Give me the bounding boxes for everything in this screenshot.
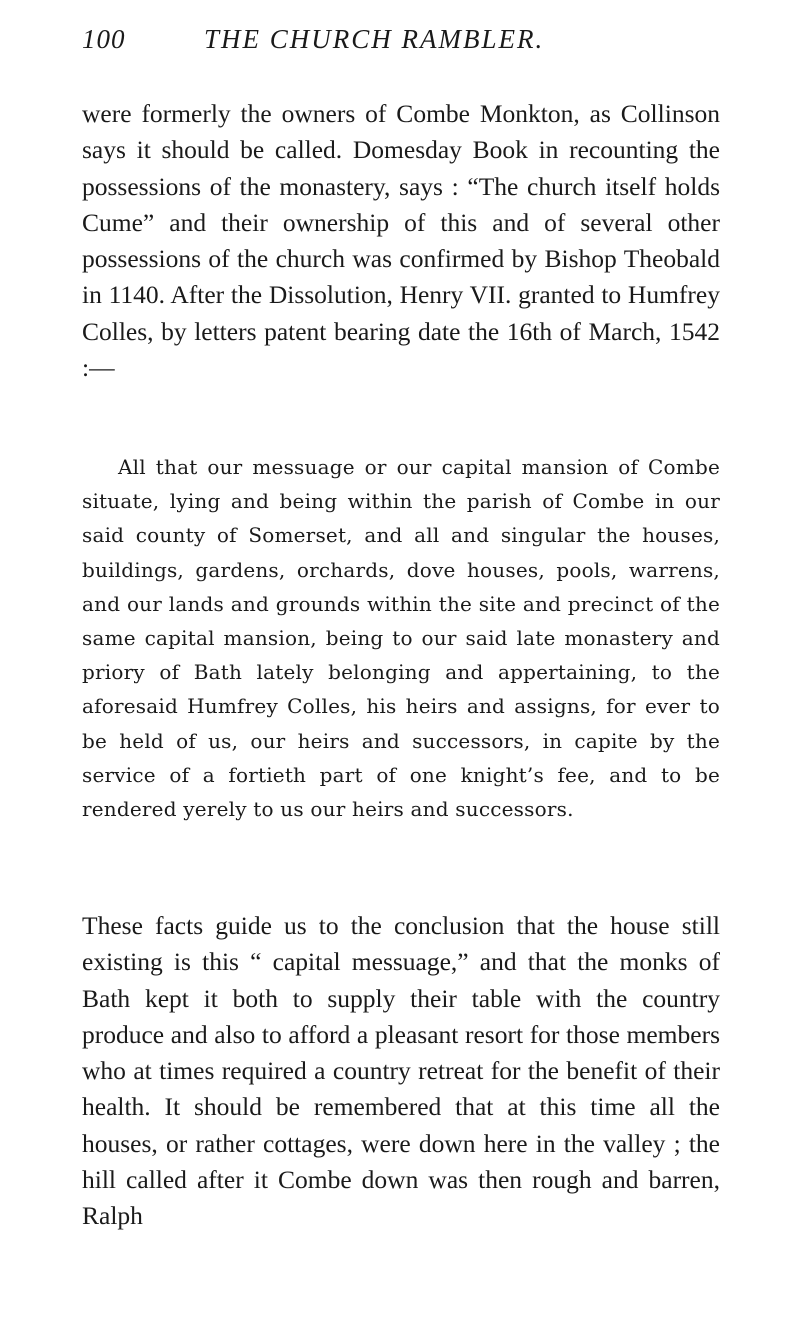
running-title: THE CHURCH RAMBLER.	[204, 24, 545, 54]
running-head	[82, 22, 720, 62]
quoted-grant: All that our messuage or our capital mansion of Combe situate, lying and being within the parish of Combe in our said county of Somerset, and all and singular the houses, buildings, gardens, orchards, dove houses, pools, warrens, and our lands and grounds within the site and precinct of the same capital mansion, being to our said late monastery and priory of Bath lately belonging and appertaining, to the aforesaid Humfrey Colles, his heirs and assigns, for ever to be held of us, our heirs and successors, in capite by the service of a fortieth part of one knight’s fee, and to be rendered yerely to us our heirs and successors.	[82, 455, 720, 822]
page-number: 100	[82, 24, 126, 54]
paragraph-1: were formerly the owners of Combe Monkton, as Collinson says it should be called. Domesday Book in recounting the possessions of the monastery, says : “The church itself holds Cume” and their ownership of this and of several other possessions of the church was confirmed by Bishop Theobald in 1140. After the Dissolution, Henry VII. granted to Humfrey Colles, by letters patent bearing date the 16th of March, 1542 :—	[82, 99, 720, 383]
book-page	[82, 22, 720, 1231]
paragraph-2: These facts guide us to the conclusion that the house still existing is this “ capital messuage,” and that the monks of Bath kept it both to supply their table with the country produce and also to afford a pleasant resort for those members who at times required a country retreat for the benefit of their health. It should be remembered that at this time all the houses, or rather cottages, were down here in the valley ; the hill called after it Combe down was then rough and barren, Ralph	[82, 911, 720, 1231]
